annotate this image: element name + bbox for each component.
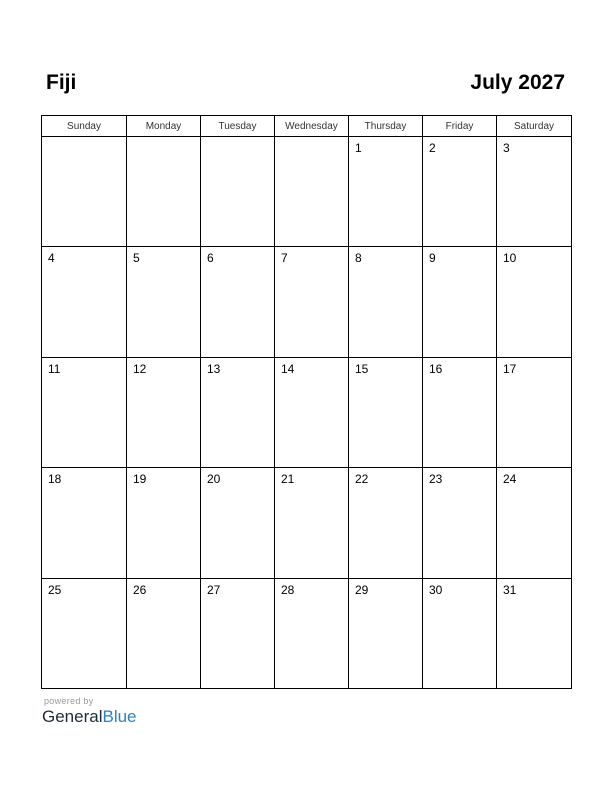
week-row xyxy=(42,247,572,357)
day-cell xyxy=(349,468,423,578)
day-number: 30 xyxy=(429,582,443,597)
day-number: 27 xyxy=(207,582,221,597)
day-cell xyxy=(497,578,572,688)
day-cell xyxy=(349,578,423,688)
day-cell xyxy=(497,137,572,247)
day-cell xyxy=(423,578,497,688)
week-row xyxy=(42,468,572,578)
day-number: 4 xyxy=(48,251,55,266)
day-number: 12 xyxy=(133,361,147,376)
day-cell xyxy=(42,578,127,688)
day-number: 24 xyxy=(503,472,517,487)
day-number: 11 xyxy=(48,361,61,376)
day-cell xyxy=(127,468,201,578)
day-cell xyxy=(127,247,201,357)
day-cell xyxy=(201,247,275,357)
day-cell xyxy=(201,468,275,578)
day-cell xyxy=(127,578,201,688)
day-cell xyxy=(349,247,423,357)
weekday-header: Monday xyxy=(127,116,201,137)
day-number: 20 xyxy=(207,472,221,487)
day-cell xyxy=(275,137,349,247)
day-cell xyxy=(275,578,349,688)
day-number: 15 xyxy=(355,361,369,376)
brand-blue: Blue xyxy=(102,707,137,726)
month-year-title: July 2027 xyxy=(470,71,565,94)
brand-general: General xyxy=(42,707,103,726)
footer-logo xyxy=(42,696,137,727)
day-number: 21 xyxy=(281,472,295,487)
day-number: 10 xyxy=(503,251,517,266)
country-title: Fiji xyxy=(46,71,77,94)
day-number: 6 xyxy=(207,251,214,266)
day-number: 23 xyxy=(429,472,443,487)
calendar-body xyxy=(42,137,572,689)
day-number: 14 xyxy=(281,361,295,376)
day-number: 18 xyxy=(48,472,62,487)
day-number: 22 xyxy=(355,472,369,487)
day-number xyxy=(42,137,126,141)
day-number: 3 xyxy=(503,141,510,155)
day-cell xyxy=(497,468,572,578)
day-cell xyxy=(275,247,349,357)
day-number: 25 xyxy=(48,582,62,597)
day-cell xyxy=(275,357,349,467)
week-row xyxy=(42,578,572,688)
day-number: 31 xyxy=(503,582,517,597)
week-row xyxy=(42,357,572,467)
weekday-header: Saturday xyxy=(497,116,572,137)
day-number: 1 xyxy=(355,141,362,155)
day-cell xyxy=(201,578,275,688)
day-number: 29 xyxy=(355,582,369,597)
day-number: 5 xyxy=(133,251,140,266)
day-cell xyxy=(127,357,201,467)
day-cell xyxy=(349,357,423,467)
day-number: 16 xyxy=(429,361,443,376)
day-number: 8 xyxy=(355,251,362,266)
day-number: 7 xyxy=(281,251,288,266)
day-number: 19 xyxy=(133,472,147,487)
day-number: 28 xyxy=(281,582,295,597)
day-cell xyxy=(423,468,497,578)
day-number: 13 xyxy=(207,361,221,376)
day-cell xyxy=(42,357,127,467)
day-cell xyxy=(201,137,275,247)
day-number xyxy=(201,137,274,141)
day-cell xyxy=(349,137,423,247)
weekday-header: Tuesday xyxy=(201,116,275,137)
day-cell xyxy=(497,247,572,357)
day-cell xyxy=(497,357,572,467)
day-number: 9 xyxy=(429,251,436,266)
day-number xyxy=(127,137,200,141)
day-cell xyxy=(42,468,127,578)
brand-logo xyxy=(42,707,137,727)
day-number: 26 xyxy=(133,582,147,597)
day-cell xyxy=(127,137,201,247)
weekday-header-row xyxy=(42,116,572,137)
day-number xyxy=(275,137,348,141)
week-row xyxy=(42,137,572,247)
weekday-header: Thursday xyxy=(349,116,423,137)
weekday-header: Sunday xyxy=(42,116,127,137)
day-cell xyxy=(423,357,497,467)
day-cell xyxy=(423,137,497,247)
weekday-header: Friday xyxy=(423,116,497,137)
day-number: 17 xyxy=(503,361,517,376)
day-cell xyxy=(42,247,127,357)
day-number: 2 xyxy=(429,141,436,155)
powered-by-text: powered by xyxy=(44,696,94,706)
calendar-grid xyxy=(41,115,572,689)
day-cell xyxy=(201,357,275,467)
day-cell xyxy=(423,247,497,357)
weekday-header: Wednesday xyxy=(275,116,349,137)
day-cell xyxy=(42,137,127,247)
day-cell xyxy=(275,468,349,578)
